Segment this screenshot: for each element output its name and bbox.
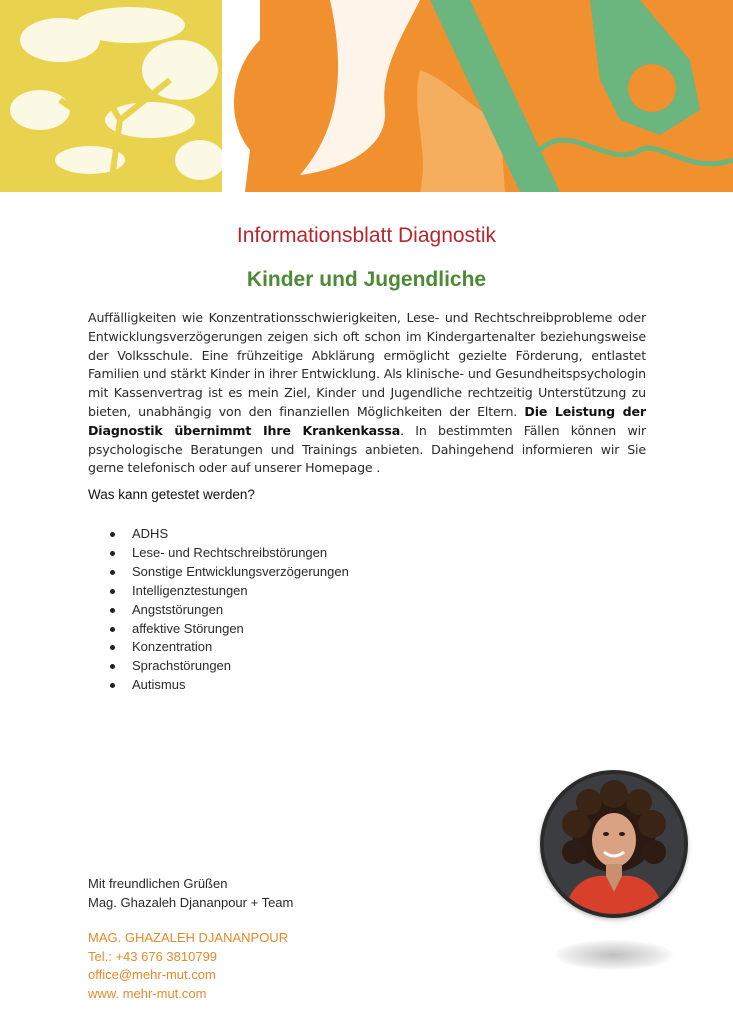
list-item: Angststörungen — [110, 601, 349, 620]
avatar — [540, 770, 688, 918]
contact-email[interactable]: office@mehr-mut.com — [88, 967, 216, 983]
photo-shadow — [555, 940, 673, 970]
header-banner — [0, 0, 733, 192]
list-item: ADHS — [110, 525, 349, 544]
closing-block — [88, 874, 293, 912]
list-item: Intelligenztestungen — [110, 582, 349, 601]
intro-paragraph — [88, 309, 646, 478]
tests-heading: Was kann getestet werden? — [88, 487, 255, 502]
intro-text: Auffälligkeiten wie Konzentrationsschwierigkeiten, Lese- und Rechtschreibprobleme oder Entwicklungsverzögerungen zeigen sich oft schon im Kindergartenalter beziehungsweise der Volksschule. Eine frühzeitige Abklärung ermöglicht gezielte Förderung, entlastet Familien und stärkt Kinder in ihrer Entwicklung. Als klinische- und Gesundheitspsychologin mit Kassenvertrag ist es mein Ziel, Kinder und Jugendliche rechtzeitig Unterstützung zu bieten, unabhängig von den finanziellen Möglichkeiten der Eltern. — [88, 310, 646, 419]
contact-website[interactable]: www. mehr-mut.com — [88, 985, 207, 1001]
contact-name: MAG. GHAZALEH DJANANPOUR — [88, 930, 289, 945]
banner-illustration — [0, 0, 733, 192]
list-item: Sonstige Entwicklungsverzögerungen — [110, 563, 349, 582]
profile-photo — [540, 770, 688, 918]
tests-list — [110, 525, 349, 695]
contact-block — [88, 929, 288, 1003]
contact-phone: Tel.: +43 676 3810799 — [88, 948, 218, 964]
intro-text-end: . In bestimmten Fällen können wir psychologische Beratungen und Trainings anbieten. Dahingehend informieren wir Sie gerne telefonisch oder auf unserer Homepage . — [88, 422, 646, 476]
intro-highlight: Die Leistung der Diagnostik übernimmt Ihre Krankenkassa — [88, 403, 646, 438]
list-item: Konzentration — [110, 638, 349, 657]
list-item: Sprachstörungen — [110, 657, 349, 676]
greeting-text: Mit freundlichen Grüßen — [88, 876, 228, 891]
list-item: affektive Störungen — [110, 620, 349, 639]
page-subtitle: Kinder und Jugendliche — [246, 268, 487, 291]
portrait-image — [544, 774, 684, 914]
signature-text: Mag. Ghazaleh Djananpour + Team — [88, 895, 294, 910]
list-item: Autismus — [110, 676, 349, 695]
list-item: Lese- und Rechtschreibstörungen — [110, 544, 349, 563]
page-title: Informationsblatt Diagnostik — [236, 224, 497, 247]
